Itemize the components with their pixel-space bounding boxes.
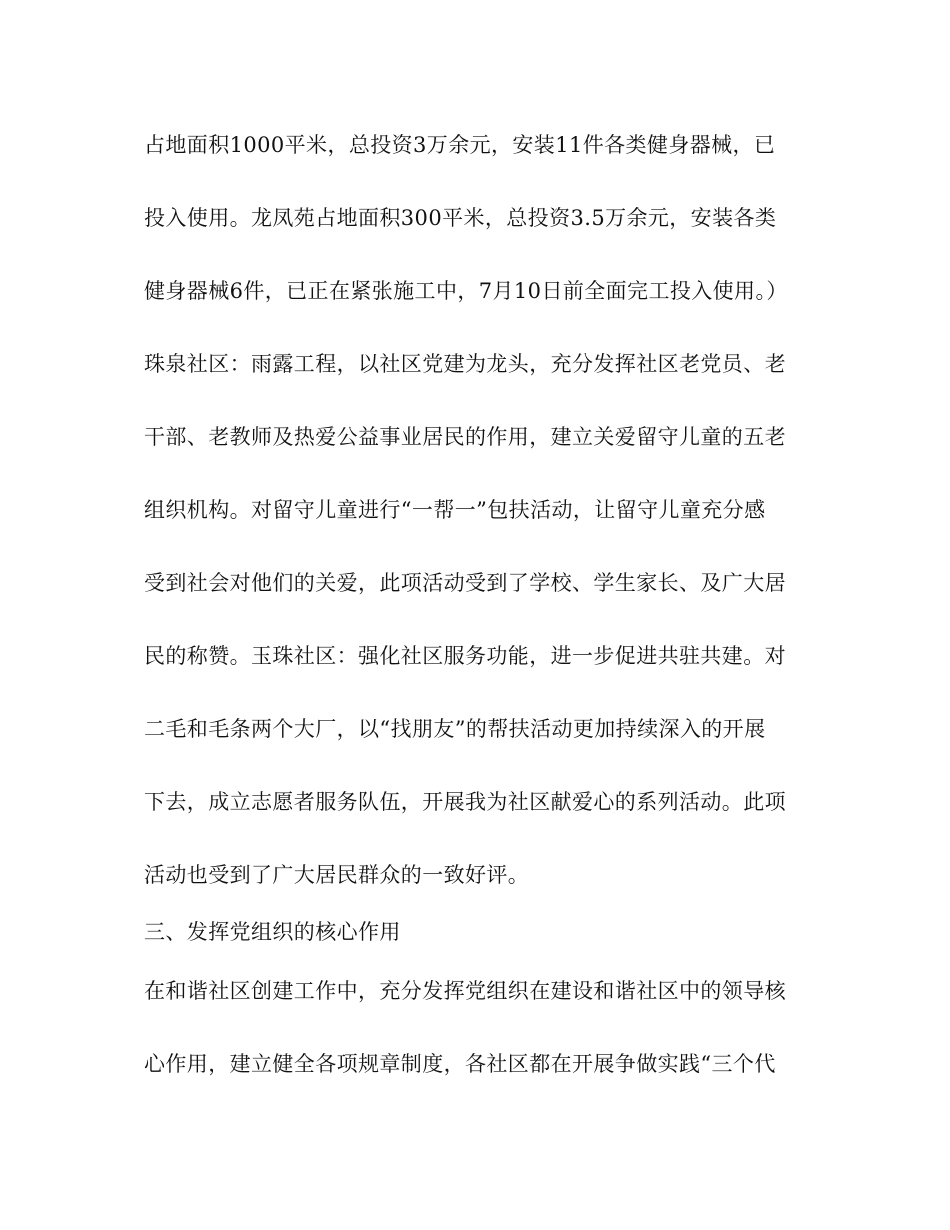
paragraph-line: 干部、老教师及热爱公益事业居民的作用，建立关爱留守儿童的五老 <box>144 425 786 449</box>
section-heading: 三、发挥党组织的核心作用 <box>144 920 401 944</box>
paragraph-line: 珠泉社区：雨露工程，以社区党建为龙头，充分发挥社区老党员、老 <box>144 352 786 376</box>
paragraph-line: 活动也受到了广大居民群众的一致好评。 <box>144 863 530 887</box>
paragraph-line: 投入使用。龙凤苑占地面积300平米，总投资3.5万余元，安装各类 <box>144 206 777 230</box>
paragraph-line: 在和谐社区创建工作中，充分发挥党组织在建设和谐社区中的领导核 <box>144 979 786 1003</box>
paragraph-line: 二毛和毛条两个大厂，以“找朋友”的帮扶活动更加持续深入的开展 <box>144 717 766 741</box>
paragraph-line: 民的称赞。玉珠社区：强化社区服务功能，进一步促进共驻共建。对 <box>144 644 786 668</box>
paragraph-line: 组织机构。对留守儿童进行“一帮一”包扶活动，让留守儿童充分感 <box>144 498 766 522</box>
paragraph-line: 心作用，建立健全各项规章制度，各社区都在开展争做实践“三个代 <box>144 1052 776 1076</box>
paragraph-line: 健身器械6件，已正在紧张施工中，7月10日前全面完工投入使用。） <box>144 279 788 303</box>
paragraph-line: 下去，成立志愿者服务队伍，开展我为社区献爱心的系列活动。此项 <box>144 790 786 814</box>
paragraph-line: 受到社会对他们的关爱，此项活动受到了学校、学生家长、及广大居 <box>144 571 786 595</box>
paragraph-line: 占地面积1000平米，总投资3万余元，安装11件各类健身器械，已 <box>144 133 776 157</box>
